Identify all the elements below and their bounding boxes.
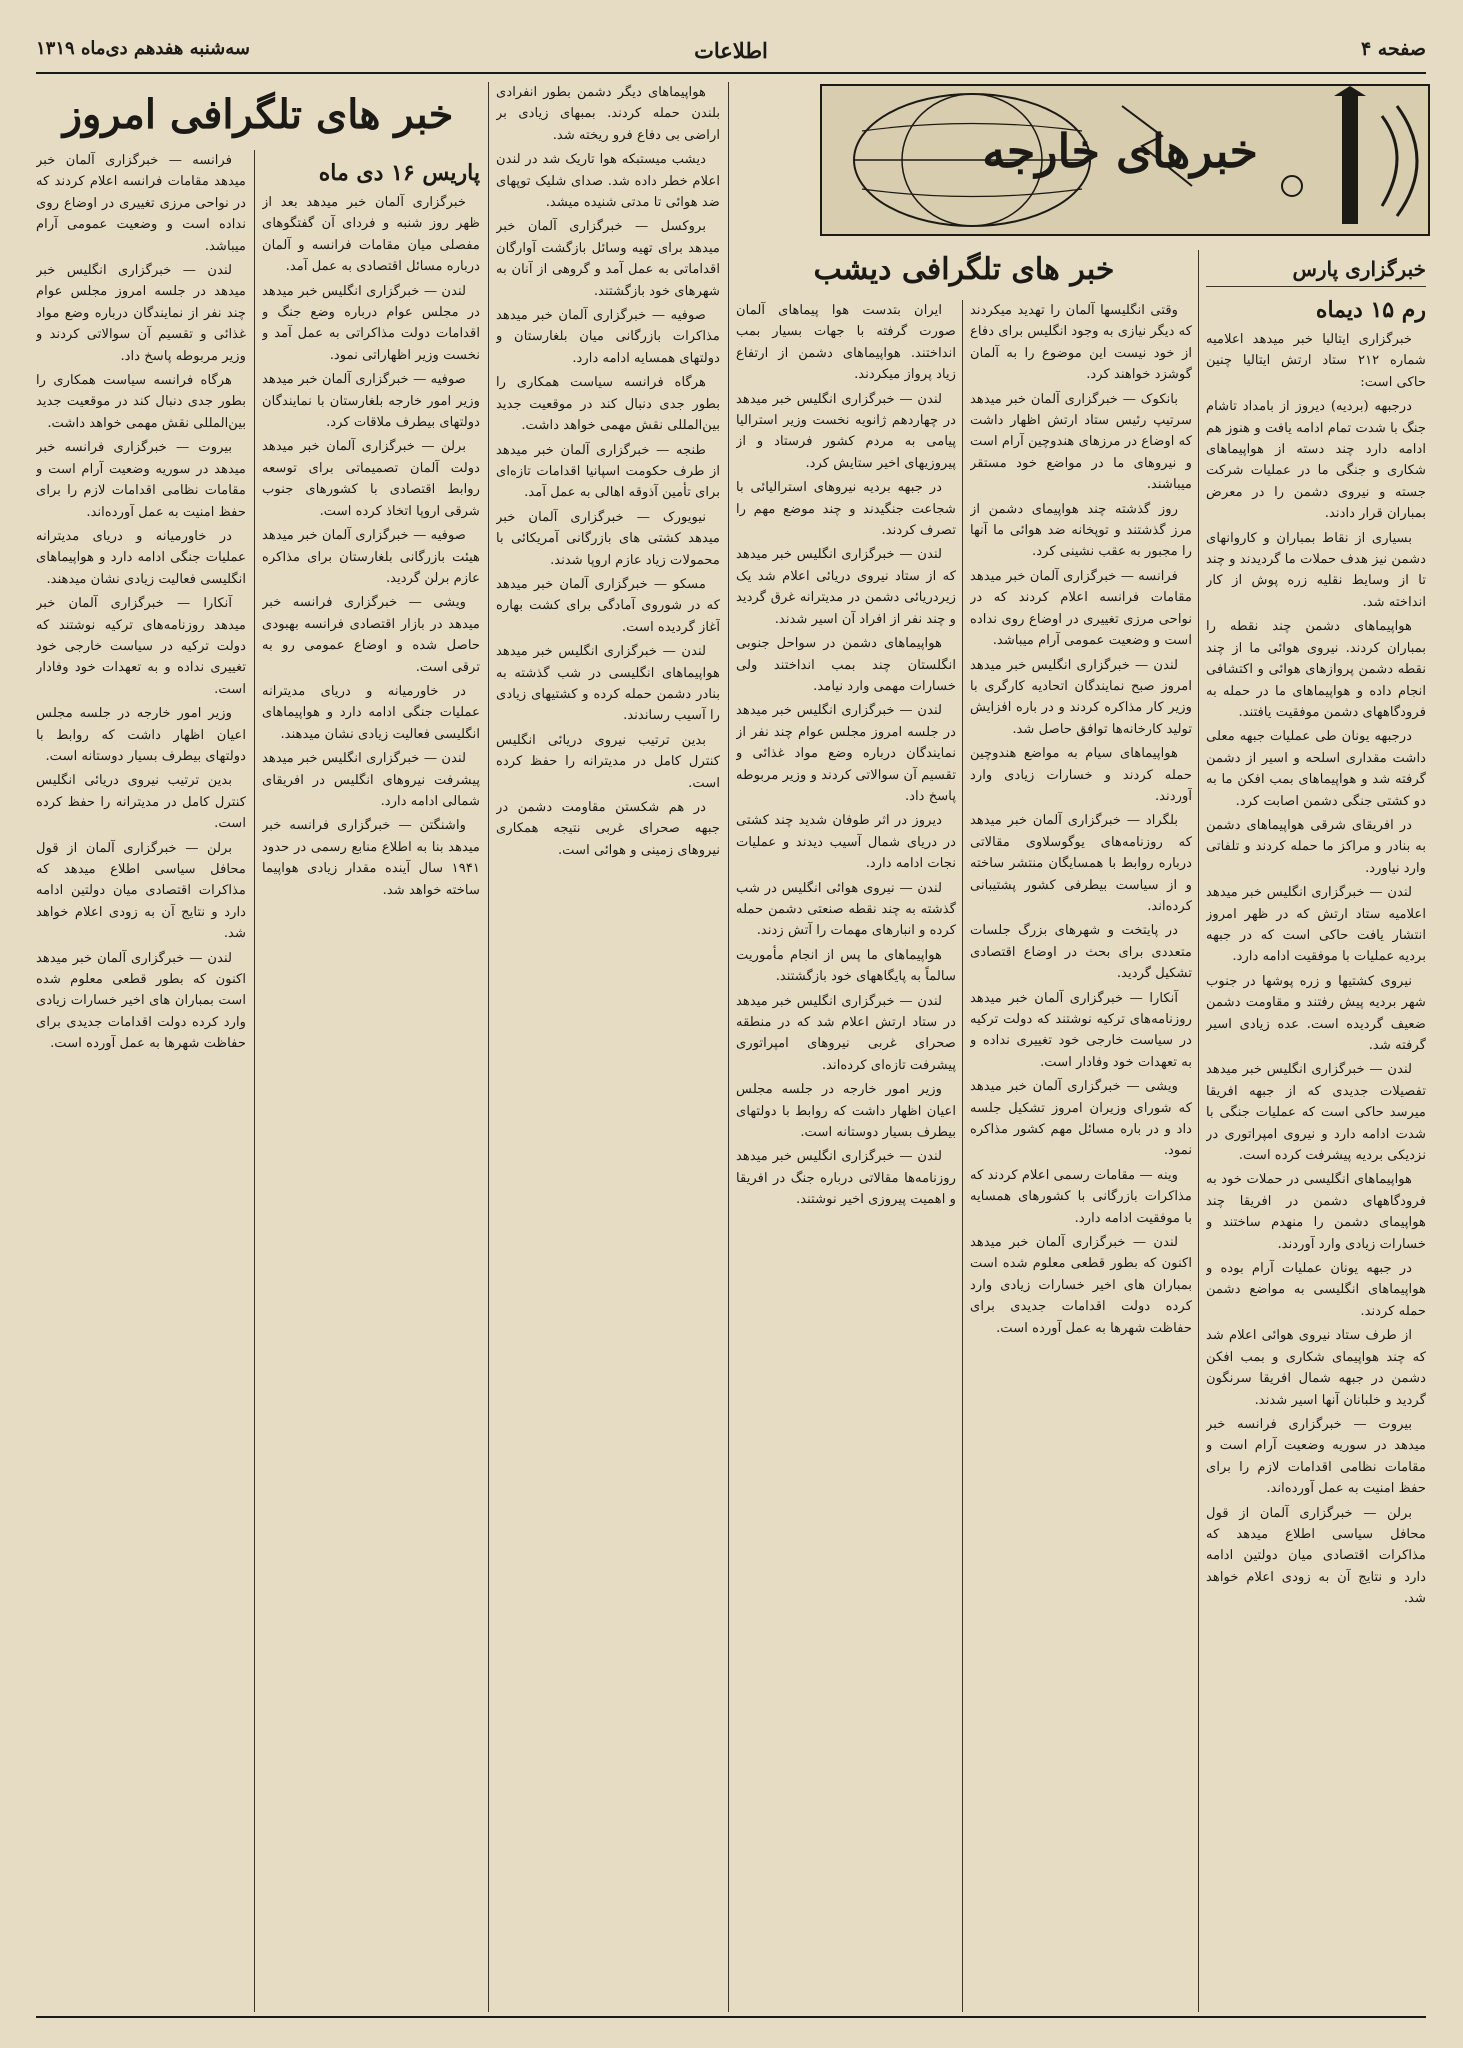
foreign-news-banner: [820, 84, 1430, 236]
col1-para: درجبهه یونان طی عملیات جبهه معلی داشت مقداری اسلحه و اسیر از دشمن گرفته شد و هواپیماهای بمب افکن ما به دو کشتی جنگی دشمن اصابت کرد.: [1206, 729, 1426, 809]
col6-para: لندن — خبرگزاری انگلیس خبر میدهد در جلسه امروز مجلس عوام چند نفر از نمایندگان درباره وضع مواد غذائی و تقسیم آن سوالاتی کردند و وزیر مربوطه پاسخ داد.: [36, 263, 246, 364]
column-6: [36, 150, 246, 2012]
col4-para: نیویورک — خبرگزاری آلمان خبر میدهد کشتی های بازرگانی آمریکائی با محمولات زیاد عازم اروپا شدند.: [496, 509, 720, 568]
col4-para: طنجه — خبرگزاری آلمان خبر میدهد از طرف حکومت اسپانیا اقدامات تازه‌ای برای تأمین آذوقه اهالی به عمل آمد.: [496, 442, 720, 501]
col1-para: برلن — خبرگزاری آلمان از قول محافل سیاسی اطلاع میدهد که مذاکرات اقتصادی میان دولتین ادامه دارد و نتایج آن به زودی اعلام خواهد شد.: [1206, 1505, 1426, 1607]
column-4: [496, 82, 720, 2012]
col5-para: صوفیه — خبرگزاری آلمان خبر میدهد هیئت بازرگانی بلغارستان برای مذاکره عازم برلن گردید.: [262, 528, 480, 586]
masthead-rule: [36, 72, 1426, 74]
col6-para: فرانسه — خبرگزاری آلمان خبر میدهد مقامات فرانسه اعلام کردند که در نواحی مرزی تغییری در اوضاع روی نداده است و وضعیت عمومی آرام میباشد.: [36, 153, 246, 254]
col3-para: لندن — خبرگزاری انگلیس خبر میدهد در جلسه امروز مجلس عوام چند نفر از نمایندگان درباره وضع مواد غذائی و تقسیم آن سوالاتی کردند و وزیر مربوطه پاسخ داد.: [736, 703, 956, 804]
col4-para: هواپیماهای دیگر دشمن بطور انفرادی بلندن حمله کردند. بمبهای زیادی بر اراضی بی دفاع فرو ریخته شد.: [496, 85, 720, 143]
col6-para: در خاورمیانه و دریای مدیترانه عملیات جنگی ادامه دارد و هواپیماهای انگلیسی فعالیت زیادی نشان میدهند.: [36, 528, 246, 587]
col1-para: هواپیماهای انگلیسی در حملات خود به فرودگاههای دشمن در افریقا چند هواپیمای دشمن را منهدم ساختند و خسارات زیادی وارد آوردند.: [1206, 1172, 1426, 1252]
col4-para: دیشب میستبکه هوا تاریک شد در لندن اعلام خطر داده شد. صدای شلیک توپهای ضد هوائی تا مدتی شنیده میشد.: [496, 152, 720, 211]
col4-para: بروکسل — خبرگزاری آلمان خبر میدهد برای تهیه وسائل بازگشت آوارگان اقداماتی به عمل آمد و گروهی از آنان به شهرهای خود بازگشتند.: [496, 219, 720, 299]
col1-para: درجبهه (بردیه) دیروز از بامداد تاشام جنگ با شدت تمام ادامه یافت و هنوز هم ادامه دارد چند دسته از هواپیماهای شکاری و جنگی ما در عملیات شرکت جسته و نیروی دشمن را در معرض بمباران قرار دادند.: [1206, 399, 1426, 522]
today-headline: خبر های تلگرافی امروز: [62, 91, 454, 138]
col2-para: بانکوک — خبرگزاری آلمان خبر میدهد سرتیپ رئیس ستاد ارتش اظهار داشت که اوضاع در مرزهای هندوچین آرام است و نیروهای ما در مواضع خود مستقر میباشند.: [970, 391, 1192, 493]
col5-dateline: پاریس ۱۶ دی ماه: [318, 160, 480, 186]
col3-para: وزیر امور خارجه در جلسه مجلس اعیان اظهار داشت که روابط با دولتهای بیطرف بسیار دوستانه است.: [736, 1082, 956, 1141]
column-divider: [1198, 250, 1199, 2012]
col2-para: وقتی انگلیسها آلمان را تهدید میکردند که دیگر نیازی به وجود انگلیس برای دفاع از خود نیست این موضوع را به آلمان گوشزد خواهند کرد.: [970, 303, 1192, 383]
col1-para: از طرف ستاد نیروی هوائی اعلام شد که چند هواپیمای شکاری و بمب افکن دشمن در جبهه شمال افریقا سرنگون گردید و خلبانان آنها اسیر شدند.: [1206, 1328, 1426, 1408]
col5-para: خبرگزاری آلمان خبر میدهد بعد از ظهر روز شنبه و فردای آن گفتگوهای مفصلی میان مقامات فرانسه و آلمان درباره مسائل اقتصادی به عمل آمد.: [262, 195, 480, 275]
col3-para: دیروز در اثر طوفان شدید چند کشتی در دریای شمال آسیب دیدند و عملیات نجات ادامه دارد.: [736, 813, 956, 872]
col2-para: در پایتخت و شهرهای بزرگ جلسات متعددی برای بحث در اوضاع اقتصادی تشکیل گردید.: [970, 923, 1192, 982]
col6-para: وزیر امور خارجه در جلسه مجلس اعیان اظهار داشت که روابط با دولتهای بیطرف بسیار دوستانه است.: [36, 706, 246, 764]
footer-rule: [36, 2016, 1426, 2018]
col5-para: لندن — خبرگزاری انگلیس خبر میدهد پیشرفت نیروهای انگلیس در افریقای شمالی ادامه دارد.: [262, 751, 480, 809]
col2-para: روز گذشته چند هواپیمای دشمن از مرز گذشتند و توپخانه ضد هوائی ما آنها را مجبور به عقب نشینی کرد.: [970, 501, 1192, 560]
col1-para: هواپیماهای دشمن چند نقطه را بمباران کردند. نیروی هوائی ما از چند نقطه دشمن پروازهای هوائی و اکتشافی انجام داده و هواپیماهای ما در حمله به فرودگاههای دشمن موفقیت یافتند.: [1206, 619, 1426, 720]
column-2: [970, 300, 1192, 2012]
col2-para: وینه — مقامات رسمی اعلام کردند که مذاکرات بازرگانی با کشورهای همسایه با موفقیت ادامه دارد.: [970, 1167, 1192, 1226]
masthead: [36, 38, 1426, 68]
col3-para: لندن — نیروی هوائی انگلیس در شب گذشته به چند نقطه صنعتی دشمن حمله کرده و انبارهای مهمات را آتش زدند.: [736, 880, 956, 939]
page-number: صفحه ۴: [1360, 38, 1426, 60]
banner-logo-text: خبرهای خارجه: [982, 124, 1258, 178]
col2-para: هواپیماهای سیام به مواضع هندوچین حمله کردند و خسارات زیادی وارد آوردند.: [970, 746, 1192, 804]
agency-label: خبرگزاری پارس: [1206, 254, 1426, 287]
col1-para: بیروت — خبرگزاری فرانسه خبر میدهد در سوریه وضعیت آرام است و مقامات نظامی اقدامات لازم را برای حفظ امنیت به عمل آورده‌اند.: [1206, 1416, 1426, 1497]
today-headline-box: [36, 84, 480, 148]
last-night-headline-box: [736, 244, 1192, 298]
col3-para: در جبهه بردیه نیروهای استرالیائی با شجاعت جنگیدند و چند موضع مهم را تصرف کردند.: [736, 480, 956, 539]
col1-para: در جبهه یونان عملیات آرام بوده و هواپیماهای انگلیسی به مواضع دشمن حمله کردند.: [1206, 1261, 1426, 1319]
col5-para: در خاورمیانه و دریای مدیترانه عملیات جنگی ادامه دارد و هواپیماهای انگلیسی فعالیت زیادی نشان میدهند.: [262, 683, 480, 742]
col2-para: ویشی — خبرگزاری آلمان خبر میدهد که شورای وزیران امروز تشکیل جلسه داد و در باره مسائل مهم کشور مذاکره نمود.: [970, 1079, 1192, 1159]
col3-para: لندن — خبرگزاری انگلیس خبر میدهد که از ستاد نیروی دریائی اعلام شد یک زیردریائی دشمن در مدیترانه غرق گردید و چند نفر از افراد آن اسیر شدند.: [736, 547, 956, 627]
col5-para: واشنگتن — خبرگزاری فرانسه خبر میدهد بنا به اطلاع منابع رسمی در حدود ۱۹۴۱ سال آینده مقدار زیادی هواپیما ساخته خواهد شد.: [262, 818, 480, 898]
col4-para: مسکو — خبرگزاری آلمان خبر میدهد که در شوروی آمادگی برای کشت بهاره آغاز گردیده است.: [496, 576, 720, 635]
col2-para: آنکارا — خبرگزاری آلمان خبر میدهد روزنامه‌های ترکیه نوشتند که دولت ترکیه در سیاست خارجی خود تغییری نداده و به تعهدات خود وفادار است.: [970, 990, 1192, 1070]
col2-para: لندن — خبرگزاری انگلیس خبر میدهد امروز صبح نمایندگان اتحادیه کارگری با وزیر کار مذاکره کردند و در باره افزایش تولید کارخانه‌ها توافق حاصل شد.: [970, 657, 1192, 737]
col5-para: ویشی — خبرگزاری فرانسه خبر میدهد در بازار اقتصادی فرانسه بهبودی حاصل شده و اوضاع عمومی رو به ترقی است.: [262, 595, 480, 675]
col3-para: لندن — خبرگزاری انگلیس خبر میدهد در چهاردهم ژانویه نخست وزیر استرالیا پیامی به مردم کشور فرستاد و از پیروزیهای اخیر ستایش کرد.: [736, 391, 956, 471]
column-3: [736, 300, 956, 2012]
col2-para: فرانسه — خبرگزاری آلمان خبر میدهد مقامات فرانسه اعلام کردند که در نواحی مرزی تغییری در اوضاع روی نداده است و وضعیت عمومی آرام میباشد.: [970, 568, 1192, 649]
col4-para: در هم شکستن مقاومت دشمن در جبهه صحرای غربی نتیجه همکاری نیروهای زمینی و هوائی است.: [496, 800, 720, 858]
col1-para: نیروی کشتیها و زره پوشها در جنوب شهر بردیه پیش رفتند و مقاومت دشمن ضعیف گردیده است. عده زیادی اسیر گرفته شد.: [1206, 973, 1426, 1053]
col1-para: لندن — خبرگزاری انگلیس خبر میدهد اعلامیه ستاد ارتش که در ظهر امروز انتشار یافت حاکی است که در جبهه بردیه عملیات با موفقیت ادامه دارد.: [1206, 885, 1426, 965]
col3-para: هواپیماهای دشمن در سواحل جنوبی انگلستان چند بمب انداختند ولی خسارات مهمی وارد نیامد.: [736, 636, 956, 694]
col1-para: خبرگزاری ایتالیا خبر میدهد اعلامیه شماره ۲۱۲ ستاد ارتش ایتالیا چنین حاکی است:: [1206, 332, 1426, 390]
col5-para: برلن — خبرگزاری آلمان خبر میدهد دولت آلمان تصمیماتی برای توسعه روابط اقتصادی با کشورهای جنوب شرقی اروپا اتخاذ کرده است.: [262, 439, 480, 519]
col6-para: هرگاه فرانسه سیاست همکاری را بطور جدی دنبال کند در موقعیت جدید بین‌المللی نقش مهمی خواهد داشت.: [36, 373, 246, 431]
col4-para: لندن — خبرگزاری انگلیس خبر میدهد هواپیماهای انگلیسی در شب گذشته به بنادر دشمن حمله کرده و کشتیهای زیادی را آسیب رساندند.: [496, 644, 720, 724]
col6-para: بیروت — خبرگزاری فرانسه خبر میدهد در سوریه وضعیت آرام است و مقامات نظامی اقدامات لازم را برای حفظ امنیت به عمل آورده‌اند.: [36, 440, 246, 520]
column-divider: [962, 300, 963, 2012]
issue-date: سه‌شنبه هفدهم دی‌ماه ۱۳۱۹: [36, 38, 250, 59]
col1-para: لندن — خبرگزاری انگلیس خبر میدهد تفصیلات جدیدی که از جبهه افریقا میرسد حاکی است که عملیات جنگی با شدت ادامه دارد و نیروی امپراتوری در نزدیکی بردیه پیشرفت کرده است.: [1206, 1062, 1426, 1164]
col3-para: لندن — خبرگزاری انگلیس خبر میدهد روزنامه‌ها مقالاتی درباره جنگ در افریقا و اهمیت پیروزی اخیر نوشتند.: [736, 1149, 956, 1208]
paper-name: اطلاعات: [694, 38, 768, 63]
col3-para: ایران بتدست هوا پیماهای آلمان صورت گرفته با جهات بسیار بمب انداختند. هواپیماهای دشمن از ارتفاع زیاد پرواز میکردند.: [736, 303, 956, 383]
col4-para: بدین ترتیب نیروی دریائی انگلیس کنترل کامل در مدیترانه را حفظ کرده است.: [496, 732, 720, 791]
column-divider: [254, 150, 255, 2012]
col1-para: بسیاری از نقاط بمباران و کاروانهای دشمن نیز هدف حملات ما گردیدند و چند تا از وسایط نقلیه زره پوش از کار انداخته شد.: [1206, 530, 1426, 610]
column-5: [262, 150, 480, 2012]
col2-para: لندن — خبرگزاری آلمان خبر میدهد اکنون که بطور قطعی معلوم شده است بمباران های اخیر خسارات زیادی وارد کرده دولت اقدامات جدیدی برای حفاظت شهرها به عمل آورده است.: [970, 1235, 1192, 1336]
col3-para: لندن — خبرگزاری انگلیس خبر میدهد در ستاد ارتش اعلام شد که در منطقه صحرای غربی نیروهای امپراتوری پیشرفت تازه‌ای کرده‌اند.: [736, 993, 956, 1073]
col6-para: بدین ترتیب نیروی دریائی انگلیس کنترل کامل در مدیترانه را حفظ کرده است.: [36, 773, 246, 832]
col1-dateline: رم ۱۵ دیماه: [1315, 297, 1426, 323]
last-night-headline: خبر های تلگرافی دیشب: [813, 252, 1115, 287]
col6-para: برلن — خبرگزاری آلمان از قول محافل سیاسی اطلاع میدهد که مذاکرات اقتصادی میان دولتین ادامه دارد و نتایج آن به زودی اعلام خواهد شد.: [36, 840, 246, 942]
col4-para: صوفیه — خبرگزاری آلمان خبر میدهد مذاکرات بازرگانی میان بلغارستان و دولتهای همسایه ادامه دارد.: [496, 308, 720, 366]
column-1: [1206, 250, 1426, 2012]
column-divider: [488, 82, 489, 2012]
column-divider: [728, 82, 729, 2012]
col1-para: در افریقای شرقی هواپیماهای دشمن به بنادر و مراکز ما حمله کردند و تلفاتی وارد نیاورد.: [1206, 817, 1426, 876]
col5-para: لندن — خبرگزاری انگلیس خبر میدهد در مجلس عوام درباره وضع جنگ و اقدامات دولت مذاکراتی به عمل آمد و نخست وزیر اظهاراتی نمود.: [262, 283, 480, 363]
col2-para: بلگراد — خبرگزاری آلمان خبر میدهد که روزنامه‌های یوگوسلاوی مقالاتی درباره روابط با همسایگان منتشر ساخته و از سیاست بیطرفی کشور پشتیبانی کرده‌اند.: [970, 813, 1192, 914]
col6-para: آنکارا — خبرگزاری آلمان خبر میدهد روزنامه‌های ترکیه نوشتند که دولت ترکیه در سیاست خارجی خود تغییری نداده و به تعهدات خود وفادار است.: [36, 596, 246, 697]
col6-para: لندن — خبرگزاری آلمان خبر میدهد اکنون که بطور قطعی معلوم شده است بمباران های اخیر خسارات زیادی وارد کرده دولت اقدامات جدیدی برای حفاظت شهرها به عمل آورده است.: [36, 950, 246, 1052]
col5-para: صوفیه — خبرگزاری آلمان خبر میدهد وزیر امور خارجه بلغارستان با نمایندگان دولتهای بیطرف ملاقات کرد.: [262, 372, 480, 431]
col3-para: هواپیماهای ما پس از انجام مأموریت سالماً به پایگاههای خود بازگشتند.: [736, 947, 956, 985]
col4-para: هرگاه فرانسه سیاست همکاری را بطور جدی دنبال کند در موقعیت جدید بین‌المللی نقش مهمی خواهد داشت.: [496, 375, 720, 434]
